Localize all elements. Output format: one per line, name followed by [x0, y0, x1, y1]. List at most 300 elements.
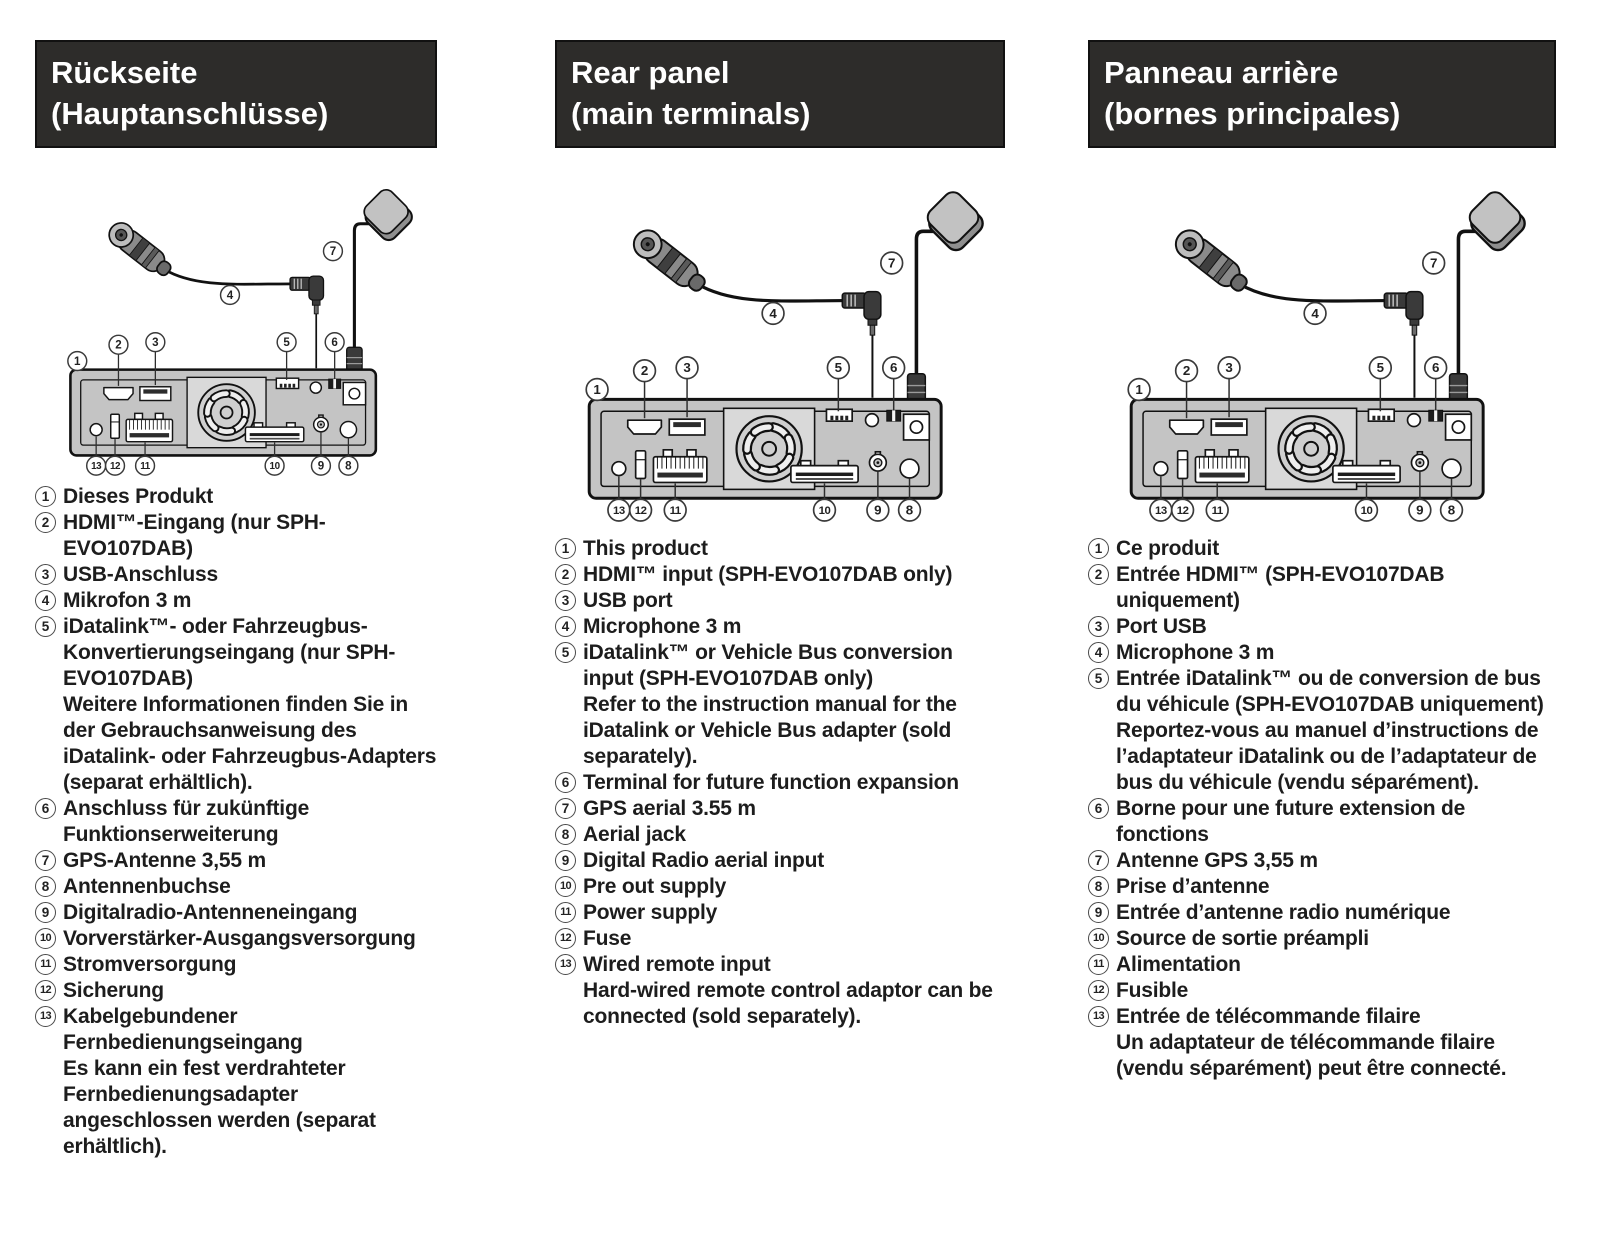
item-number: 1 — [1094, 540, 1103, 556]
svg-text:13: 13 — [613, 504, 625, 517]
callout-2 — [634, 360, 656, 382]
callout-8 — [1441, 499, 1463, 521]
item-number-badge — [555, 876, 576, 897]
usb-port — [1211, 419, 1247, 435]
item-number-badge — [555, 616, 576, 637]
expansion-terminal — [887, 410, 901, 421]
legend-item — [555, 952, 1005, 1030]
item-number: 6 — [1094, 800, 1103, 816]
legend-item — [1088, 1004, 1556, 1082]
item-number-badge — [35, 928, 56, 949]
legend-item — [555, 640, 1005, 770]
legend-item — [35, 614, 437, 796]
wired-remote-jack — [90, 424, 102, 436]
item-note: Reportez-vous au manuel d’instructions de l’adaptateur iDatalink ou de l’adaptateur de bus du véhicule (vendu séparément). — [1116, 718, 1539, 794]
item-number-badge — [555, 928, 576, 949]
item-text: HDMI™ input (SPH-EVO107DAB only) — [583, 562, 953, 586]
item-number: 7 — [41, 852, 50, 868]
legend-item — [1088, 536, 1556, 562]
item-number: 5 — [41, 618, 50, 634]
expansion-terminal — [329, 379, 341, 388]
item-number-badge — [35, 876, 56, 897]
item-text: Vorverstärker-Ausgangsversorgung — [63, 926, 416, 950]
microphone-illustration — [104, 218, 323, 385]
svg-text:3: 3 — [152, 336, 159, 349]
svg-text:9: 9 — [1416, 502, 1424, 518]
item-number: 6 — [561, 774, 570, 790]
item-text: Entrée de télécommande filaire — [1116, 1004, 1421, 1028]
item-note: Es kann ein fest verdrahteter Fernbedienungsadapter angeschlossen werden (separat erhältlich). — [63, 1056, 376, 1158]
gps-aerial-illustration — [908, 188, 987, 423]
rear-panel-diagram — [1088, 174, 1556, 522]
item-text: Wired remote input — [583, 952, 771, 976]
item-number: 12 — [1092, 984, 1105, 997]
idatalink-connector — [826, 409, 852, 421]
callout-5 — [277, 333, 296, 352]
item-number: 1 — [561, 540, 570, 556]
svg-text:4: 4 — [226, 289, 234, 302]
item-number: 4 — [561, 618, 570, 634]
callout-9 — [867, 499, 889, 521]
svg-text:3: 3 — [683, 360, 691, 376]
gps-jack — [904, 414, 930, 440]
svg-text:12: 12 — [109, 461, 121, 473]
callout-7 — [324, 242, 343, 261]
svg-text:8: 8 — [1447, 502, 1456, 518]
legend-item — [555, 614, 1005, 640]
item-number: 13 — [559, 958, 572, 971]
svg-text:1: 1 — [74, 355, 81, 368]
legend-item — [1088, 562, 1556, 614]
item-number-badge — [1088, 1006, 1109, 1027]
diagram-area-en — [555, 174, 1005, 522]
callout-2 — [109, 335, 128, 354]
legend-fr — [1088, 536, 1556, 1082]
title-line: Panneau arrière — [1104, 54, 1339, 90]
callout-8 — [899, 499, 921, 521]
item-number: 9 — [561, 852, 570, 868]
callout-4 — [762, 302, 784, 324]
svg-text:8: 8 — [345, 460, 352, 473]
svg-text:2: 2 — [115, 339, 122, 352]
legend-item — [555, 874, 1005, 900]
minijack-plug — [842, 292, 881, 335]
item-note: Weitere Informationen finden Sie in der Gebrauchsanweisung des iDatalink- oder Fahrzeugbus-Adapters (separat erhältlich). — [63, 692, 437, 794]
item-number: 11 — [40, 958, 51, 971]
item-number: 8 — [1094, 878, 1103, 894]
microphone-illustration — [1170, 225, 1423, 417]
gps-jack — [1446, 414, 1472, 440]
svg-text:13: 13 — [1155, 504, 1167, 517]
callout-3 — [1218, 357, 1240, 379]
svg-text:2: 2 — [1182, 363, 1191, 379]
item-number: 9 — [1094, 904, 1103, 920]
item-number-badge — [555, 798, 576, 819]
item-text: Ce produit — [1116, 536, 1219, 560]
item-text: Entrée iDatalink™ ou de conversion de bus du véhicule (SPH-EVO107DAB uniquement) — [1116, 666, 1544, 716]
callout-9 — [312, 456, 331, 475]
legend-item — [35, 952, 437, 978]
item-number-badge — [1088, 798, 1109, 819]
item-number-badge — [35, 486, 56, 507]
svg-text:1: 1 — [1135, 381, 1143, 397]
section-title-de — [35, 40, 437, 148]
item-number: 3 — [41, 566, 50, 582]
svg-text:11: 11 — [1211, 504, 1223, 517]
item-number-badge — [35, 954, 56, 975]
item-number-badge — [35, 798, 56, 819]
legend-item — [1088, 796, 1556, 848]
callout-6 — [325, 333, 344, 352]
title-line: (Hauptanschlüsse) — [51, 95, 329, 131]
title-line: (bornes principales) — [1104, 95, 1401, 131]
callout-13 — [87, 456, 106, 475]
aerial-jack — [340, 421, 356, 437]
title-line: Rückseite — [51, 54, 198, 90]
svg-text:6: 6 — [889, 360, 898, 376]
item-number: 5 — [561, 644, 570, 660]
item-text: iDatalink™- oder Fahrzeugbus-Konvertierungseingang (nur SPH-EVO107DAB) — [63, 614, 396, 690]
item-text: GPS aerial 3.55 m — [583, 796, 756, 820]
rear-panel-diagram — [35, 174, 437, 476]
callout-12 — [1172, 499, 1194, 521]
legend-item — [1088, 640, 1556, 666]
item-text: Source de sortie préampli — [1116, 926, 1369, 950]
svg-text:5: 5 — [283, 336, 290, 349]
item-number-badge — [35, 902, 56, 923]
legend-item — [555, 770, 1005, 796]
item-text: iDatalink™ or Vehicle Bus conversion input (SPH-EVO107DAB only) — [583, 640, 953, 690]
callout-11 — [136, 456, 155, 475]
fuse — [1178, 451, 1188, 479]
rear-panel-diagram — [555, 174, 1005, 522]
item-number: 12 — [559, 932, 572, 945]
item-number: 11 — [560, 906, 571, 919]
item-number: 2 — [561, 566, 570, 582]
legend-item — [35, 900, 437, 926]
callout-1 — [1128, 379, 1150, 401]
mic-jack — [310, 382, 321, 393]
item-number-badge — [35, 512, 56, 533]
item-number-badge — [1088, 850, 1109, 871]
gps-aerial-illustration — [1450, 188, 1529, 423]
item-number-badge — [555, 590, 576, 611]
callout-12 — [106, 456, 125, 475]
legend-item — [35, 848, 437, 874]
item-number-badge — [555, 954, 576, 975]
fuse — [636, 451, 646, 479]
svg-text:1: 1 — [593, 381, 601, 397]
item-number: 7 — [561, 800, 570, 816]
item-text: Prise d’antenne — [1116, 874, 1270, 898]
item-number: 1 — [41, 488, 50, 504]
svg-text:7: 7 — [329, 245, 337, 258]
legend-item — [1088, 874, 1556, 900]
item-number: 13 — [39, 1010, 52, 1023]
svg-text:10: 10 — [818, 504, 831, 517]
hdmi-port — [628, 420, 662, 434]
rear-panel — [70, 369, 375, 455]
item-number-badge — [35, 616, 56, 637]
legend-item — [35, 510, 437, 562]
item-number: 10 — [39, 932, 52, 945]
svg-text:6: 6 — [1431, 360, 1440, 376]
item-text: GPS-Antenne 3,55 m — [63, 848, 266, 872]
gps-aerial-illustration — [347, 186, 416, 390]
svg-text:11: 11 — [140, 461, 150, 473]
item-text: Fuse — [583, 926, 632, 950]
wired-remote-jack — [612, 462, 626, 476]
item-text: Microphone 3 m — [583, 614, 742, 638]
item-text: Stromversorgung — [63, 952, 237, 976]
item-number-badge — [555, 642, 576, 663]
idatalink-connector — [1368, 409, 1394, 421]
callout-13 — [608, 499, 630, 521]
svg-text:3: 3 — [1225, 360, 1233, 376]
svg-text:9: 9 — [317, 460, 325, 473]
legend-item — [35, 978, 437, 1004]
wired-remote-jack — [1154, 462, 1168, 476]
column-english — [555, 14, 1005, 1030]
item-number: 2 — [41, 514, 50, 530]
legend-item — [555, 848, 1005, 874]
item-text: Dieses Produkt — [63, 484, 214, 508]
column-german — [35, 14, 437, 1160]
item-number: 10 — [1092, 932, 1105, 945]
item-text: Kabelgebundener Fernbedienungseingang — [63, 1004, 303, 1054]
item-text: Antenne GPS 3,55 m — [1116, 848, 1318, 872]
aerial-jack — [900, 459, 919, 478]
legend-item — [1088, 900, 1556, 926]
legend-item — [555, 900, 1005, 926]
gps-jack — [343, 382, 365, 404]
legend-item — [555, 562, 1005, 588]
legend-item — [555, 796, 1005, 822]
legend-item — [1088, 614, 1556, 640]
svg-text:8: 8 — [905, 502, 914, 518]
legend-item — [555, 536, 1005, 562]
expansion-terminal — [1429, 410, 1443, 421]
svg-text:2: 2 — [640, 363, 649, 379]
microphone-illustration — [628, 225, 881, 417]
item-number-badge — [35, 564, 56, 585]
item-number-badge — [1088, 954, 1109, 975]
item-number: 6 — [41, 800, 50, 816]
legend-en — [555, 536, 1005, 1030]
item-number: 5 — [1094, 670, 1103, 686]
svg-text:6: 6 — [331, 336, 338, 349]
item-number-badge — [1088, 564, 1109, 585]
svg-text:7: 7 — [888, 255, 896, 271]
item-number: 8 — [41, 878, 50, 894]
item-text: Borne pour une future extension de fonctions — [1116, 796, 1466, 846]
legend-item — [1088, 926, 1556, 952]
fuse — [111, 414, 120, 438]
svg-text:7: 7 — [1430, 255, 1438, 271]
mic-jack — [1408, 414, 1421, 427]
diagram-area-de — [35, 174, 437, 476]
item-text: Aerial jack — [583, 822, 686, 846]
item-text: USB port — [583, 588, 673, 612]
item-number-badge — [1088, 668, 1109, 689]
item-text: Fusible — [1116, 978, 1189, 1002]
item-number-badge — [1088, 642, 1109, 663]
item-number: 8 — [561, 826, 570, 842]
callout-7 — [1423, 252, 1445, 274]
item-number-badge — [1088, 902, 1109, 923]
minijack-plug — [1384, 292, 1423, 335]
callout-1 — [68, 351, 87, 370]
item-text: Alimentation — [1116, 952, 1241, 976]
item-text: This product — [583, 536, 708, 560]
item-number: 10 — [559, 880, 572, 893]
callout-9 — [1409, 499, 1431, 521]
item-number-badge — [1088, 538, 1109, 559]
legend-item — [35, 926, 437, 952]
aerial-jack — [1442, 459, 1461, 478]
svg-text:9: 9 — [874, 502, 882, 518]
callout-6 — [1425, 357, 1447, 379]
item-text: HDMI™-Eingang (nur SPH-EVO107DAB) — [63, 510, 326, 560]
item-text: Digital Radio aerial input — [583, 848, 824, 872]
item-number-badge — [35, 850, 56, 871]
item-number-badge — [35, 980, 56, 1001]
legend-item — [35, 796, 437, 848]
item-text: Sicherung — [63, 978, 164, 1002]
item-number-badge — [555, 824, 576, 845]
item-number-badge — [1088, 980, 1109, 1001]
svg-text:4: 4 — [769, 305, 777, 321]
item-number: 12 — [39, 984, 52, 997]
callout-10 — [265, 456, 284, 475]
item-number: 4 — [1094, 644, 1103, 660]
hdmi-port — [104, 388, 133, 400]
svg-text:10: 10 — [269, 461, 280, 473]
item-text: Microphone 3 m — [1116, 640, 1275, 664]
item-text: Pre out supply — [583, 874, 727, 898]
item-number: 11 — [1093, 958, 1104, 971]
mic-jack — [866, 414, 879, 427]
minijack-plug — [290, 276, 323, 314]
item-note: Refer to the instruction manual for the iDatalink or Vehicle Bus adapter (sold separately). — [583, 692, 957, 768]
callout-13 — [1150, 499, 1172, 521]
legend-item — [1088, 978, 1556, 1004]
legend-item — [555, 822, 1005, 848]
svg-text:11: 11 — [669, 504, 681, 517]
legend-item — [35, 1004, 437, 1160]
item-text: Entrée HDMI™ (SPH-EVO107DAB uniquement) — [1116, 562, 1445, 612]
item-text: Port USB — [1116, 614, 1207, 638]
svg-text:12: 12 — [634, 504, 647, 517]
callout-8 — [339, 456, 358, 475]
item-number: 3 — [561, 592, 570, 608]
callout-5 — [827, 357, 849, 379]
rear-panel — [1131, 399, 1483, 498]
svg-text:12: 12 — [1176, 504, 1189, 517]
item-number-badge — [555, 538, 576, 559]
item-number-badge — [555, 564, 576, 585]
item-text: Entrée d’antenne radio numérique — [1116, 900, 1451, 924]
item-text: Antennenbuchse — [63, 874, 231, 898]
callout-7 — [881, 252, 903, 274]
item-number: 13 — [1092, 1010, 1105, 1023]
legend-item — [1088, 952, 1556, 978]
legend-item — [35, 484, 437, 510]
callout-11 — [1206, 499, 1228, 521]
legend-item — [1088, 848, 1556, 874]
usb-port — [140, 387, 171, 401]
callout-3 — [676, 357, 698, 379]
legend-item — [35, 562, 437, 588]
callout-2 — [1176, 360, 1198, 382]
item-number-badge — [35, 1006, 56, 1027]
section-title-en — [555, 40, 1005, 148]
usb-port — [669, 419, 705, 435]
item-text: Digitalradio-Antenneneingang — [63, 900, 358, 924]
title-line: (main terminals) — [571, 95, 811, 131]
item-number-badge — [555, 850, 576, 871]
legend-item — [35, 588, 437, 614]
item-number: 7 — [1094, 852, 1103, 868]
callout-6 — [883, 357, 905, 379]
item-number-badge — [555, 902, 576, 923]
svg-text:5: 5 — [1376, 360, 1385, 376]
item-number-badge — [1088, 876, 1109, 897]
item-number: 2 — [1094, 566, 1103, 582]
idatalink-connector — [276, 378, 298, 388]
item-text: Mikrofon 3 m — [63, 588, 192, 612]
svg-text:10: 10 — [1360, 504, 1373, 517]
item-number: 4 — [41, 592, 50, 608]
item-number-badge — [1088, 928, 1109, 949]
callout-10 — [814, 499, 836, 521]
item-number-badge — [35, 590, 56, 611]
item-text: USB-Anschluss — [63, 562, 218, 586]
item-text: Power supply — [583, 900, 718, 924]
callout-4 — [221, 285, 240, 304]
title-line: Rear panel — [571, 54, 730, 90]
legend-item — [555, 926, 1005, 952]
legend-item — [555, 588, 1005, 614]
item-number-badge — [555, 772, 576, 793]
callout-12 — [630, 499, 652, 521]
callout-11 — [664, 499, 686, 521]
item-note: Un adaptateur de télécommande filaire (vendu séparément) peut être connecté. — [1116, 1030, 1507, 1080]
callout-10 — [1356, 499, 1378, 521]
item-number: 3 — [1094, 618, 1103, 634]
item-number-badge — [1088, 616, 1109, 637]
callout-5 — [1369, 357, 1391, 379]
legend-de — [35, 484, 437, 1160]
item-number: 9 — [41, 904, 50, 920]
section-title-fr — [1088, 40, 1556, 148]
legend-item — [35, 874, 437, 900]
item-note: Hard-wired remote control adaptor can be connected (sold separately). — [583, 978, 993, 1028]
item-text: Anschluss für zukünftige Funktionserweiterung — [63, 796, 310, 846]
svg-text:4: 4 — [1311, 305, 1319, 321]
callout-1 — [586, 379, 608, 401]
callout-4 — [1304, 302, 1326, 324]
item-text: Terminal for future function expansion — [583, 770, 959, 794]
svg-text:5: 5 — [834, 360, 843, 376]
callout-3 — [146, 333, 165, 352]
rear-panel — [589, 399, 941, 498]
column-french — [1088, 14, 1556, 1082]
diagram-area-fr — [1088, 174, 1556, 522]
hdmi-port — [1170, 420, 1204, 434]
svg-text:13: 13 — [91, 461, 102, 473]
legend-item — [1088, 666, 1556, 796]
